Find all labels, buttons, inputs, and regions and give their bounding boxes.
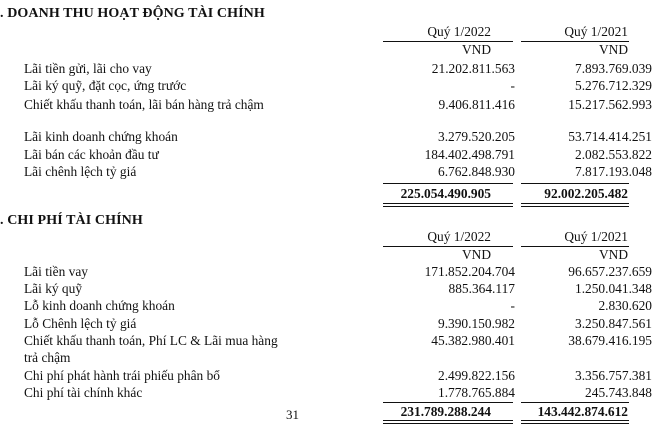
row-label: Chiết khấu thanh toán, lãi bán hàng trả chậm [24,97,264,112]
row-value-q1-2022: 9.390.150.982 [438,316,515,331]
revenue-subtotal-rule-1 [383,183,513,184]
row-label: Lãi ký quỹ [24,281,83,296]
expense-total-q1-2021: 143.442.874.612 [537,404,628,419]
row-value-q1-2021: 245.743.848 [585,385,652,400]
expense-total-q1-2022: 231.789.288.244 [400,404,491,419]
row-value-q1-2021: 1.250.041.348 [575,281,652,296]
row-value-q1-2021: 15.217.562.993 [568,97,652,112]
row-value-q1-2021: 7.817.193.048 [575,164,652,179]
expense-col2-header: Quý 1/2021 [564,229,628,244]
row-value-q1-2021: 38.679.416.195 [568,333,652,348]
revenue-col1-header: Quý 1/2022 [427,24,491,39]
row-value-q1-2022: - [510,78,515,93]
row-value-q1-2022: 2.499.822.156 [438,368,515,383]
row-value-q1-2022: 45.382.980.401 [431,333,515,348]
row-value-q1-2021: 96.657.237.659 [568,264,652,279]
revenue-total-q1-2022: 225.054.490.905 [400,186,491,201]
row-label: Lãi tiền vay [24,264,88,279]
revenue-subtotal-rule-2 [521,183,629,184]
row-value-q1-2021: 53.714.414.251 [568,129,652,144]
expense-section-title: . CHI PHÍ TÀI CHÍNH [0,213,143,228]
row-value-q1-2021: 3.250.847.561 [575,316,652,331]
row-value-q1-2022: 9.406.811.416 [438,97,515,112]
row-label: Lãi ký quỹ, đặt cọc, ứng trước [24,78,187,93]
row-value-q1-2022: 1.778.765.884 [438,385,515,400]
row-label: Lãi bán các khoản đầu tư [24,147,159,162]
row-label: Lỗ kinh doanh chứng khoán [24,298,175,313]
revenue-section-title: . DOANH THU HOẠT ĐỘNG TÀI CHÍNH [0,6,265,21]
row-value-q1-2022: 184.402.498.791 [424,147,515,162]
revenue-total-double-rule-1 [383,203,513,207]
row-value-q1-2021: 7.893.769.039 [575,61,652,76]
row-value-q1-2021: 2.830.620 [598,298,652,313]
expense-subtotal-rule-2 [521,402,629,403]
row-label: Lãi chênh lệch tỷ giá [24,164,137,179]
row-value-q1-2022: 3.279.520.205 [438,129,515,144]
revenue-col1-rule [383,41,513,42]
row-value-q1-2021: 5.276.712.329 [575,78,652,93]
expense-col1-unit: VND [461,247,491,262]
expense-subtotal-rule-1 [383,402,513,403]
revenue-col2-header: Quý 1/2021 [564,24,628,39]
row-label: Chi phí tài chính khác [24,385,143,400]
expense-col1-rule [383,246,513,247]
row-label: Lãi kinh doanh chứng khoán [24,129,178,144]
row-label: Lãi tiền gửi, lãi cho vay [24,61,152,76]
row-label: Chi phí phát hành trái phiếu phân bổ [24,368,220,383]
row-value-q1-2021: 2.082.553.822 [575,147,652,162]
row-value-q1-2022: 171.852.204.704 [424,264,515,279]
revenue-col2-unit: VND [598,42,628,57]
row-value-q1-2022: 21.202.811.563 [431,61,515,76]
revenue-total-double-rule-2 [521,203,629,207]
expense-col2-unit: VND [598,247,628,262]
expense-col1-header: Quý 1/2022 [427,229,491,244]
expense-total-double-rule-1 [383,420,513,424]
row-value-q1-2022: 885.364.117 [448,281,515,296]
row-label: Lỗ Chênh lệch tỷ giá [24,316,137,331]
page-number: 31 [286,407,299,422]
expense-total-double-rule-2 [521,420,629,424]
row-value-q1-2022: - [510,298,515,313]
revenue-col1-unit: VND [461,42,491,57]
revenue-total-q1-2021: 92.002.205.482 [544,186,628,201]
row-value-q1-2021: 3.356.757.381 [575,368,652,383]
row-value-q1-2022: 6.762.848.930 [438,164,515,179]
row-label: Chiết khấu thanh toán, Phí LC & Lãi mua hàng trả chậm [24,333,278,365]
